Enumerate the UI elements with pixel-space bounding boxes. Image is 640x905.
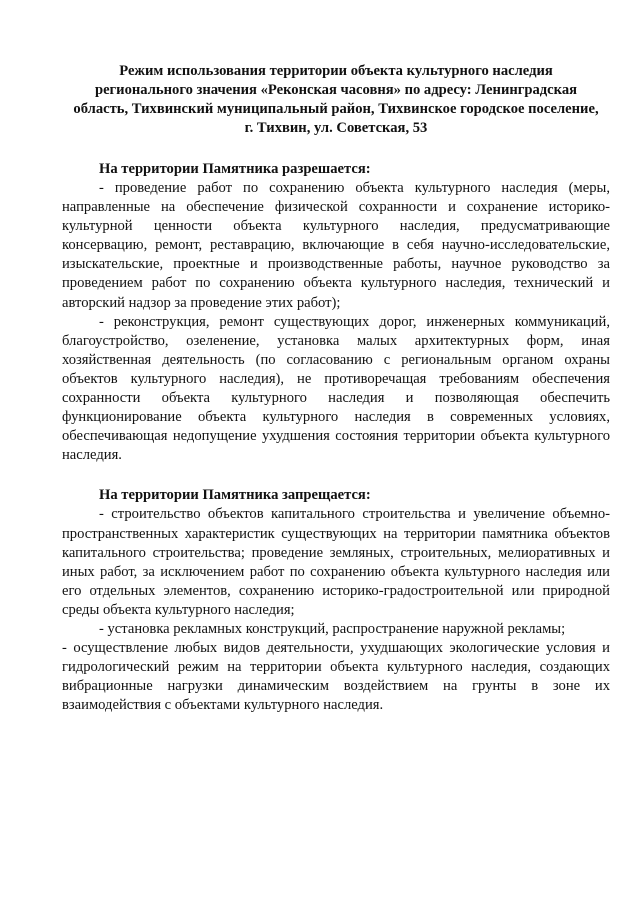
forbidden-section: [62, 486, 610, 715]
title-line-2: регионального значения «Реконская часовня» по адресу: Ленинградская: [94, 82, 578, 98]
document-page: [62, 62, 610, 715]
forbidden-item-3: - осуществление любых видов деятельности, ухудшающих экологические условия и гидрологический режим на территории объекта культурного наследия, создающих вибрационные нагрузки динамическим воздействием на грунты в зоне их взаимодействия с объектами культурного наследия.: [62, 640, 610, 714]
title-line-3: область, Тихвинский муниципальный район, Тихвинское городское поселение,: [73, 101, 599, 117]
allowed-item-2: - реконструкция, ремонт существующих дорог, инженерных коммуникаций, благоустройство, озеленение, установка малых архитектурных форм, иная хозяйственная деятельность (по согласованию с региональным органом охраны объектов культурного наследия), не противоречащая требованиям обеспечения сохранности объекта культурного наследия и позволяющая обеспечить функционирование объекта культурного наследия в современных условиях, обеспечивающая недопущение ухудшения состояния территории объекта культурного наследия.: [62, 313, 610, 464]
title-line-4: г. Тихвин, ул. Советская, 53: [244, 120, 428, 136]
forbidden-item-2: - установка рекламных конструкций, распространение наружной рекламы;: [99, 620, 566, 637]
title-line-1: Режим использования территории объекта культурного наследия: [119, 63, 553, 79]
forbidden-heading: На территории Памятника запрещается:: [99, 487, 371, 504]
allowed-item-1: - проведение работ по сохранению объекта культурного наследия (меры, направленные на обеспечение физической сохранности и сохранение историко-культурной ценности объекта культурного наследия, предусматривающие консервацию, ремонт, реставрацию, включающие в себя научно-исследовательские, изыскательские, проектные и производственные работы, научное руководство за проведением работ по сохранению объекта культурного наследия, технический и авторский надзор за проведение этих работ);: [62, 180, 610, 311]
forbidden-item-1: - строительство объектов капитального строительства и увеличение объемно-пространственных характеристик существующих на территории памятника объектов капитального строительства; проведение земляных, строительных, мелиоративных и иных работ, за исключением работ по сохранению объекта культурного наследия или его отдельных элементов, сохранению историко-градостроительной или природной среды объекта культурного наследия;: [62, 506, 610, 618]
document-title: [62, 62, 610, 138]
allowed-heading: На территории Памятника разрешается:: [99, 161, 371, 177]
allowed-section: [62, 160, 610, 465]
